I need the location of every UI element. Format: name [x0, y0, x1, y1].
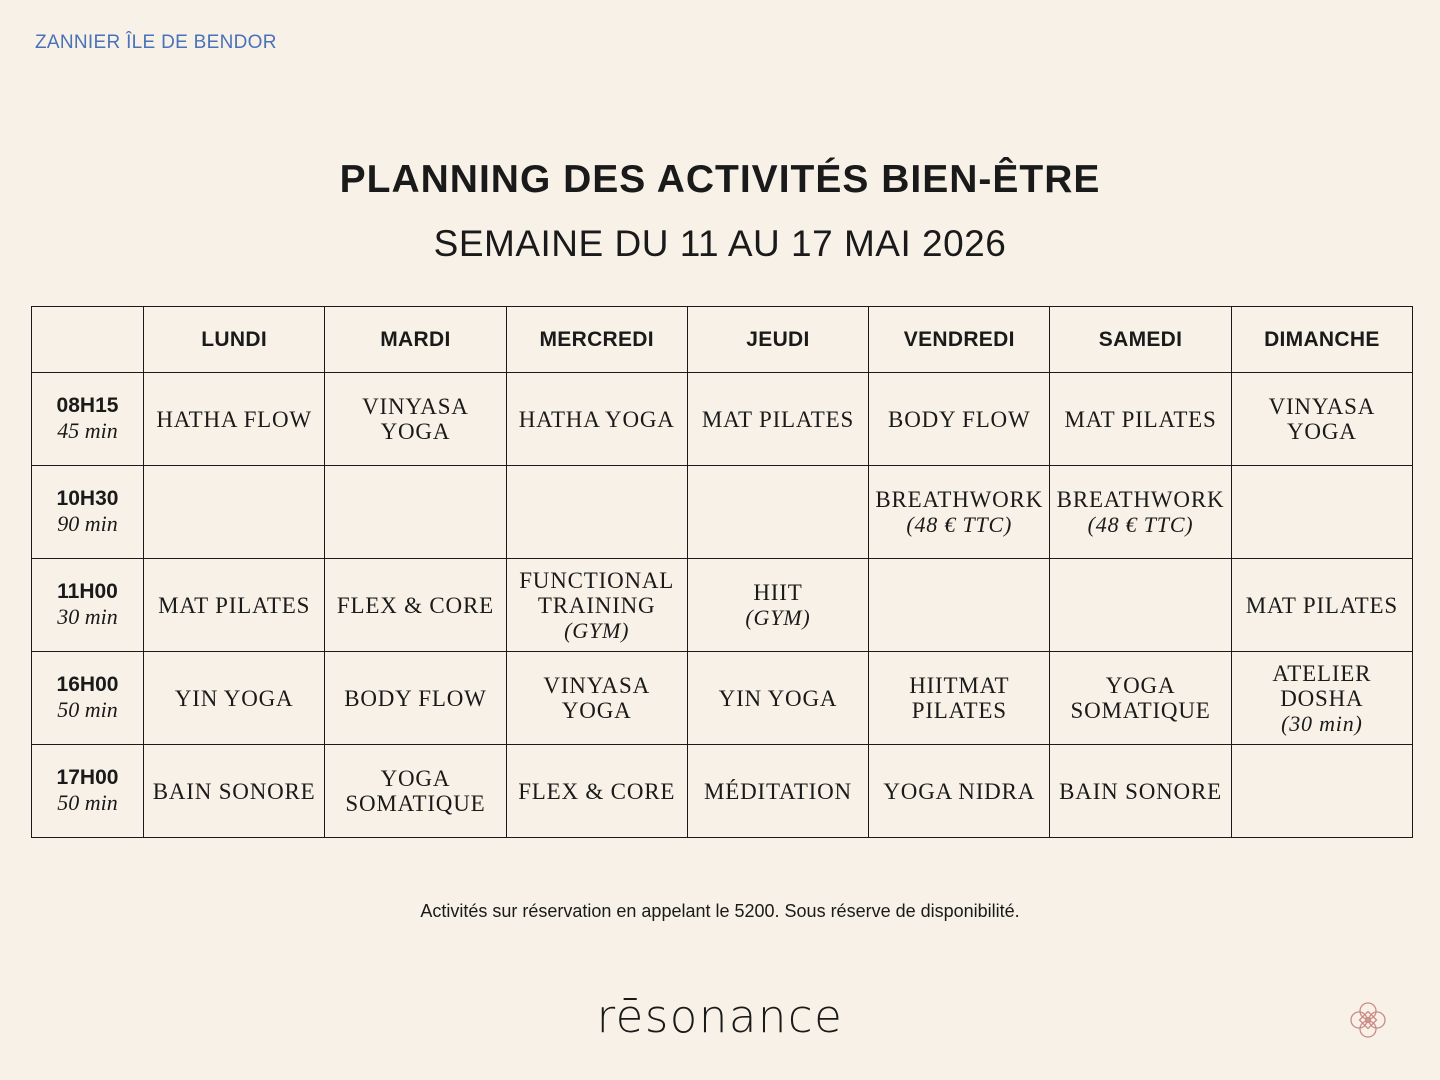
- resonance-logo: rēsonance: [596, 990, 844, 1043]
- start-time: 16H00: [56, 673, 119, 696]
- start-time: 08H15: [56, 394, 119, 417]
- activity-name: MAT PILATES: [701, 406, 855, 432]
- activity-cell-dimanche: [1231, 559, 1412, 652]
- activity-name: YOGA SOMATIQUE: [1070, 673, 1211, 723]
- activity-cell-lundi: [144, 559, 325, 652]
- page-title: PLANNING DES ACTIVITÉS BIEN-ÊTRE: [339, 158, 1101, 201]
- duration: 45 min: [57, 418, 118, 443]
- schedule-body: [32, 373, 1413, 838]
- time-slot-row: [32, 466, 1413, 559]
- day-header-jeudi: JEUDI: [687, 307, 868, 373]
- activity-name: BREATHWORK: [875, 487, 1044, 512]
- activity-cell-dimanche: [1231, 373, 1412, 466]
- activity-name: VINYASA YOGA: [543, 673, 650, 723]
- activity-name: BODY FLOW: [888, 406, 1031, 432]
- activity-cell-mardi: [325, 652, 506, 745]
- activity-note: (30 min): [1281, 710, 1363, 736]
- activity-cell-mercredi: [506, 466, 687, 559]
- activity-cell-samedi: [1050, 745, 1231, 838]
- activity-cell-mercredi: [506, 652, 687, 745]
- activity-note: (GYM): [564, 617, 630, 643]
- day-header-mercredi: MERCREDI: [506, 307, 687, 373]
- activity-cell-mercredi: [506, 559, 687, 652]
- activity-cell-mercredi: [506, 373, 687, 466]
- activity-cell-dimanche: [1231, 652, 1412, 745]
- activity-cell-jeudi: [687, 466, 868, 559]
- activity-cell-vendredi: [869, 466, 1050, 559]
- activity-name: VINYASA YOGA: [362, 394, 469, 444]
- activity-name: YIN YOGA: [718, 685, 838, 711]
- duration: 90 min: [57, 511, 118, 536]
- activity-cell-lundi: [144, 652, 325, 745]
- start-time: 11H00: [57, 580, 118, 603]
- time-slot-row: [32, 652, 1413, 745]
- activity-name: BREATHWORK: [1056, 487, 1225, 512]
- time-cell: [32, 652, 144, 745]
- activity-cell-mardi: [325, 373, 506, 466]
- activity-cell-samedi: [1050, 652, 1231, 745]
- activity-note: (48 € TTC): [906, 512, 1013, 537]
- time-cell: [32, 373, 144, 466]
- day-header-dimanche: DIMANCHE: [1231, 307, 1412, 373]
- activity-cell-vendredi: [869, 559, 1050, 652]
- activity-cell-jeudi: [687, 559, 868, 652]
- activity-name: YOGA SOMATIQUE: [345, 766, 486, 816]
- activity-cell-jeudi: [687, 745, 868, 838]
- activity-name: BAIN SONORE: [152, 778, 316, 804]
- activity-note: (48 € TTC): [1087, 512, 1194, 537]
- activity-name: MAT PILATES: [158, 592, 311, 618]
- activity-cell-samedi: [1050, 373, 1231, 466]
- activity-cell-dimanche: [1231, 745, 1412, 838]
- activity-cell-lundi: [144, 373, 325, 466]
- activity-cell-dimanche: [1231, 466, 1412, 559]
- activity-cell-lundi: [144, 466, 325, 559]
- activity-cell-vendredi: [869, 652, 1050, 745]
- time-cell: [32, 559, 144, 652]
- start-time: 17H00: [56, 766, 119, 789]
- activity-name: MÉDITATION: [704, 778, 852, 804]
- brand-name: ZANNIER ÎLE DE BENDOR: [35, 32, 277, 53]
- activity-note: (GYM): [745, 605, 811, 630]
- activity-name: HIIT: [753, 580, 803, 605]
- activity-name: MAT PILATES: [1245, 592, 1398, 618]
- corner-cell: [32, 307, 144, 373]
- activity-name: ATELIER DOSHA: [1272, 660, 1372, 711]
- day-header-samedi: SAMEDI: [1050, 307, 1231, 373]
- activity-name: BAIN SONORE: [1059, 778, 1222, 804]
- activity-name: MAT PILATES: [1064, 406, 1217, 432]
- activity-cell-mardi: [325, 466, 506, 559]
- activity-cell-vendredi: [869, 373, 1050, 466]
- page-subtitle: SEMAINE DU 11 AU 17 MAI 2026: [433, 223, 1007, 264]
- start-time: 10H30: [56, 487, 119, 510]
- reservation-note: Activités sur réservation en appelant le 5200. Sous réserve de disponibilité.: [420, 901, 1020, 921]
- activity-name: VINYASA YOGA: [1268, 394, 1376, 444]
- day-header-lundi: LUNDI: [144, 307, 325, 373]
- activity-name: HATHA FLOW: [156, 406, 312, 432]
- day-header-mardi: MARDI: [325, 307, 506, 373]
- activity-cell-lundi: [144, 745, 325, 838]
- title-block: [0, 152, 1440, 274]
- activity-cell-mardi: [325, 745, 506, 838]
- activity-name: FUNCTIONAL TRAINING: [519, 567, 675, 618]
- day-header-vendredi: VENDREDI: [869, 307, 1050, 373]
- time-slot-row: [32, 745, 1413, 838]
- activity-name: FLEX & CORE: [518, 778, 676, 804]
- activity-cell-samedi: [1050, 559, 1231, 652]
- time-slot-row: [32, 559, 1413, 652]
- activity-name: BODY FLOW: [344, 685, 487, 711]
- activity-cell-mardi: [325, 559, 506, 652]
- duration: 50 min: [57, 790, 118, 815]
- time-cell: [32, 745, 144, 838]
- activity-name: HIITMAT PILATES: [909, 673, 1010, 723]
- time-cell: [32, 466, 144, 559]
- time-slot-row: [32, 373, 1413, 466]
- activity-name: FLEX & CORE: [336, 592, 494, 618]
- activity-name: YIN YOGA: [174, 685, 294, 711]
- activity-cell-vendredi: [869, 745, 1050, 838]
- header-row: [32, 307, 1413, 373]
- activity-cell-jeudi: [687, 373, 868, 466]
- floral-emblem-icon: [1346, 998, 1390, 1042]
- activity-name: YOGA NIDRA: [883, 778, 1036, 804]
- activity-cell-mercredi: [506, 745, 687, 838]
- activity-cell-jeudi: [687, 652, 868, 745]
- duration: 30 min: [57, 604, 118, 629]
- schedule-table: [31, 306, 1413, 838]
- activity-cell-samedi: [1050, 466, 1231, 559]
- activity-name: HATHA YOGA: [518, 406, 675, 432]
- duration: 50 min: [57, 697, 118, 722]
